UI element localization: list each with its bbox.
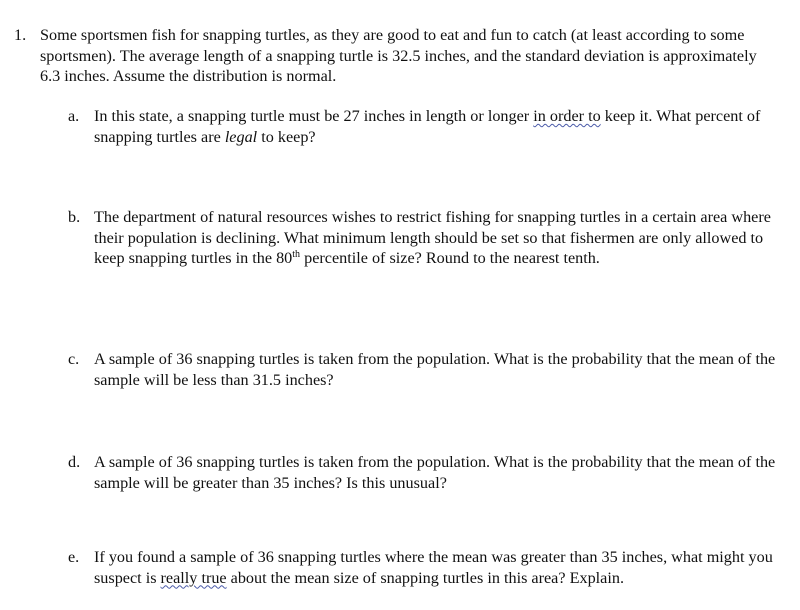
part-e-text-1: If you found a sample of 36 snapping turtles where the mean was greater than 35 inches, what might you suspect is: [94, 548, 773, 587]
part-b-text-2: percentile of size? Round to the nearest tenth.: [300, 249, 600, 267]
part-e-text-2: about the mean size of snapping turtles in this area? Explain.: [226, 568, 624, 587]
part-a-letter: a.: [68, 107, 80, 125]
part-e-letter: e.: [68, 548, 80, 566]
part-b-superscript: th: [292, 249, 301, 260]
question-number: 1.: [14, 26, 27, 44]
part-e-text: [94, 547, 778, 588]
part-d-letter: d.: [68, 453, 81, 471]
part-a-text-2: keep it. What percent of snapping turtles are: [94, 107, 761, 146]
grammar-flag-really-true[interactable]: really true: [160, 568, 227, 587]
question-stem: Some sportsmen fish for snapping turtles, as they are good to eat and fun to catch (at least according to some sportsmen). The average length of a snapping turtle is 32.5 inches, and the standard deviation is approximately 6.3 inches. Assume the distribution is normal.: [40, 26, 757, 85]
part-a-emphasis: legal: [224, 127, 258, 146]
grammar-flag-in-order-to[interactable]: in order to: [533, 107, 601, 125]
part-d-text: A sample of 36 snapping turtles is taken from the population. What is the probability that the mean of the sample will be greater than 35 inches? Is this unusual?: [94, 453, 776, 492]
part-b-letter: b.: [68, 208, 81, 226]
part-a-text: [94, 106, 778, 147]
part-c-letter: c.: [68, 350, 80, 368]
part-b-text-1: The department of natural resources wishes to restrict fishing for snapping turtles in a certain area where their population is declining. What minimum length should be set so that fishermen are only allowed to keep snapping turtles in the 80: [94, 208, 771, 267]
part-c-text: A sample of 36 snapping turtles is taken from the population. What is the probability that the mean of the sample will be less than 31.5 inches?: [94, 350, 776, 389]
part-b-text: [94, 207, 778, 269]
part-a-text-3: to keep?: [257, 127, 316, 146]
part-a-text-1: In this state, a snapping turtle must be 27 inches in length or longer: [94, 107, 534, 125]
